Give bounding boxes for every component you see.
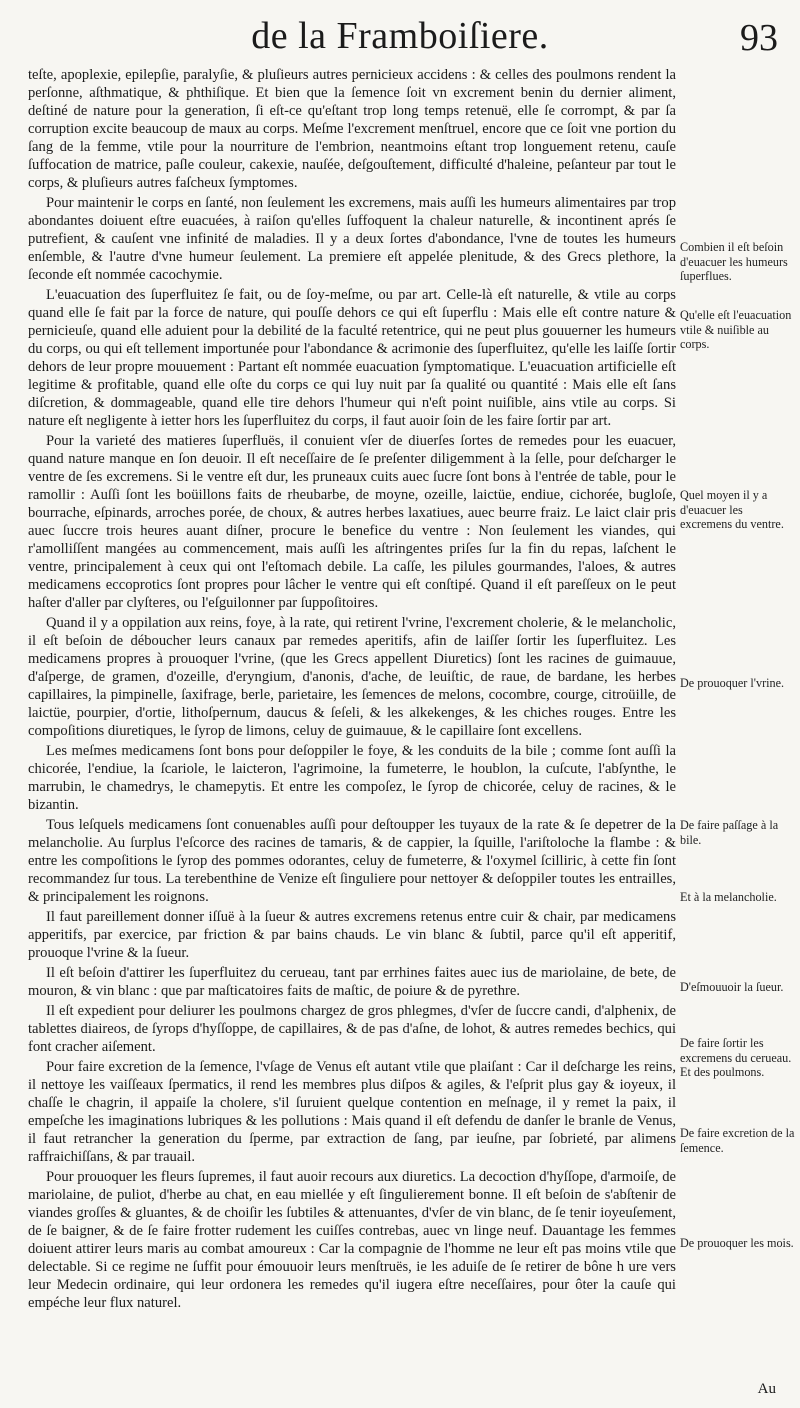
paragraph: L'euacuation des ſuperfluitez ſe fait, ou de ſoy-meſme, ou par art. Celle-là eſt naturelle, & vtile au corps quand elle ſe fait par la force de nature, qui pouſſe dehors ce qui eſt ſuperflu : Mais elle eſt contre nature & pernicieuſe, quand elle aduient pour la debilité de la faculté retentrice, qui ne peut plus gouuerner les humeurs du corps, ou qui eſt tellement importunée pour l'abondance & acrimonie des ſuperfluitez, qu'elle les laiſſe ſortir dehors de leur propre mouuement : Partant eſt nommée euacuation ſymptomatique. L'euacuation artificielle eſt legitime & profitable, quand elle oſte du corps ce qui luy nuit par ſa qualité ou quantité : Mais elle eſt ſans diſcretion, & dommageable, quand elle tire dehors l'humeur qui n'eſt point nuiſible, ains vtile au corps. Si nature eſt negligente à ietter hors les ſuperfluitez du corps, il faut auoir ſoin de les faire ſortir par art.	[28, 287, 676, 429]
paragraph: Pour maintenir le corps en ſanté, non ſeulement les excremens, mais auſſi les humeurs alimentaires par trop abondantes doiuent eſtre euacuées, à raiſon qu'elles ſuffoquent la chaleur naturelle, & incontinent aprés ſe putrefient, & cauſent vne infinité de maladies. Il y a deux ſortes d'abondance, l'vne de toutes les humeurs enſemble, & l'autre d'vne humeur ſeulement. La premiere eſt appelée plenitude, & des Grecs plethore, la ſeconde eſt nommée cacochymie.	[28, 195, 676, 283]
margin-note: Et à la melancholie.	[680, 890, 777, 904]
margin-note: Quel moyen il y a d'euacuer les excremens du ventre.	[680, 488, 784, 531]
paragraph: Il eſt expedient pour deliurer les poulmons chargez de gros phlegmes, d'vſer de ſuccre candi, d'alphenix, de tablettes diaireos, de ſyrops d'hyſſoppe, de capillaires, & de pas d'aſne, de lohot, & autres remedes bechics, qui font cracher aiſement.	[28, 1003, 676, 1055]
paragraph: Il faut pareillement donner iſſuë à la ſueur & autres excremens retenus entre cuir & chair, par medicamens apperitifs, par exercice, par friction & par bains chauds. Le vin blanc & ſubtil, parce qu'il eſt apperitif, prouoque l'vrine & la ſueur.	[28, 909, 676, 961]
margin-note: Combien il eſt beſoin d'euacuer les humeurs ſuperflues.	[680, 240, 788, 283]
margin-note: De faire paſſage à la bile.	[680, 818, 779, 847]
margin-note: De prouoquer l'vrine.	[680, 676, 785, 690]
paragraph: teſte, apoplexie, epilepſie, paralyſie, & pluſieurs autres pernicieux accidens : & celles des poulmons rendent la perſonne, aſthmatique, & phthiſique. Et bien que la ſemence ſoit vn excrement benin du dernier aliment, deſtiné de nature pour la generation, ſi eſt-ce qu'eſtant trop long temps retenuë, elle ſe corrompt, & par ſa corruption excite beaucoup de maux au corps. Meſme l'excrement menſtruel, encore que ce ſoit vne portion du ſang de la femme, vtile pour la nourriture de l'embrion, neantmoins eſtant trop longuement retenu, cauſe ſuffocation de matrice, paſle couleur, cakexie, nauſée, deſgouſtement, difficulté d'haleine, peſanteur par tout le corps, & pluſieurs autres faſcheux ſymptomes.	[28, 67, 676, 191]
margin-note: Qu'elle eſt l'euacuation vtile & nuiſible au corps.	[680, 308, 792, 351]
margin-note: D'eſmouuoir la ſueur.	[680, 980, 784, 994]
paragraph: Pour faire excretion de la ſemence, l'vſage de Venus eſt autant vtile que plaiſant : Car il deſcharge les reins, il nettoye les vaiſſeaux ſpermatics, il rend les membres plus diſpos & agiles, & l'eſprit plus gay & ioyeux, il chaſſe le chagrin, il appaiſe la cholere, s'il ſuruient quelque contention en meſnage, il y remet la paix, il empeſche les imaginations lubriques & les pollutions : Mais quand il eſt defendu de danſer le branle de Venus, il faut retrancher la generation du ſperme, par extraction de ſang, par ieuſne, par ſobrieté, par alimens raffraichiſſans, & par trauail.	[28, 1059, 676, 1165]
paragraph: Pour prouoquer les fleurs ſupremes, il faut auoir recours aux diuretics. La decoction d'hyſſope, d'armoiſe, de mariolaine, de puliot, d'herbe au chat, en eau miellée y eſt ſingulierement bonne. Il eſt beſoin de s'abſtenir de viandes groſſes & gluantes, & de choiſir les ſubtiles & attenuantes, d'vſer de vin blanc, de ſe tenir ioyeuſement, de ſe baigner, & de ſe faire frotter rudement les cuiſſes contrebas, auec vn linge neuf. Dauantage les femmes doiuent attirer leurs maris au combat amoureux : Car la compagnie de l'homme ne leur eſt pas moins vtile que delectable. Si ce regime ne ſuffit pour émouuoir leurs menſtruës, ie les aduiſe de ſe retirer de bône h ure vers leur Medecin ordinaire, qui leur ordonera les remedes qu'il iugera eſtre neceſſaires, pour ôter la cauſe qui empéche leur flux naturel.	[28, 1169, 676, 1311]
paragraph: Les meſmes medicamens ſont bons pour deſoppiler le foye, & les conduits de la bile ; comme ſont auſſi la chicorée, l'endiue, la ſcariole, le laicteron, l'agrimoine, la fumeterre, le houblon, la cuſcute, l'abſynthe, le marrubin, le chamedrys, le chamepytis. Et entre les compoſez, le ſyrop de chicorée, celuy de racines, & le bizantin.	[28, 743, 676, 813]
margin-note: De faire excretion de la ſemence.	[680, 1126, 795, 1155]
catchword: Au	[757, 1381, 776, 1397]
paragraph: Quand il y a oppilation aux reins, foye, à la rate, qui retirent l'vrine, l'excrement cholerie, & le melancholic, il eſt beſoin de déboucher leurs canaux par remedes aperitifs, afin de laiſſer ſortir les ſuperfluitez. Les medicamens propres à prouoquer l'vrine, (que les Grecs appellent Diuretics) ſont les racines de guimauue, d'aſperge, de gramen, d'ozeille, d'eryngium, d'anonis, d'ache, de leuiſtic, de raue, de bardane, les herbes capillaires, la pimpinelle, ſaxifrage, berle, parietaire, les ſemences de melons, cocombre, courge, citroüille, de laictüe, pourpier, d'ortie, lithoſpernum, daucus & ſeſeli, & les alkekenges, & les chiches rouges. Entre les compoſitions diuretiques, le ſyrop de limons, celuy de guimauue, & le capillaire ſont excellens.	[28, 615, 676, 739]
paragraph: Pour la varieté des matieres ſuperfluës, il conuient vſer de diuerſes ſortes de remedes pour les euacuer, quand nature manque en ſon deuoir. Il eſt neceſſaire de ſe preſenter diligemment à la ſelle, pour deſcharger le ventre de ſes excremens. Si le ventre eſt dur, les pruneaux cuits auec ſucre ſont bons à l'entrée de table, pour le ramollir : Auſſi ſont les boüillons faits de rheubarbe, de moyne, ozeille, laictüe, endiue, cichorée, bugloſe, bourrache, eſpinards, arroches porée, de choux, & autres herbes laxatiues, auec beurre fraiz. Le laict clair pris auec ſuccre trois heures auant diſner, procure le benefice du ventre : Non ſeulement les viandes, qui r'amolliſſent mangées au commencement, mais auſſi les aſtringentes priſes ſur la fin du repas, laſchent le ventre, principalement à ceux qui ont l'eſtomach debile. La caſſe, les pilules gourmandes, l'aloes, & autres medicamens eccoprotics ſont propres pour lâcher le ventre qui eſt conſtipé. Quand il eſt pareſſeux on le peut haſter d'aller par clyſteres, ou l'eſguilonner par ſuppoſitoires.	[28, 433, 676, 611]
running-title: de la Framboiſiere.	[251, 15, 549, 57]
paragraph: Il eſt beſoin d'attirer les ſuperfluitez du cerueau, tant par errhines faites auec ius de mariolaine, de bete, de mouron, & vin blanc : que par maſticatoires faits de maſtic, de poiure & de pyrethre.	[28, 965, 676, 999]
paragraph: Tous leſquels medicamens ſont conuenables auſſi pour deſtoupper les tuyaux de la rate & ſe depetrer de la melancholie. Au ſurplus l'eſcorce des racines de tamaris, & de cappier, la ſquille, l'ariſtoloche la flambe : & entre les compoſitions le ſyrop des pommes odorantes, celuy de fumeterre, & l'oxymel ſcilliric, à cette fin ſont recommandez ſur tous. La terebenthine de Venize eſt ſinguliere pour nettoyer & deſoppiler toutes les entrailles, & principalement les roignons.	[28, 817, 676, 905]
body-text	[28, 66, 676, 1396]
page-number: 93	[740, 17, 778, 59]
margin-note: De faire ſortir les excremens du cerueau. Et des poulmons.	[680, 1036, 792, 1079]
margin-note: De prouoquer les mois.	[680, 1236, 794, 1250]
